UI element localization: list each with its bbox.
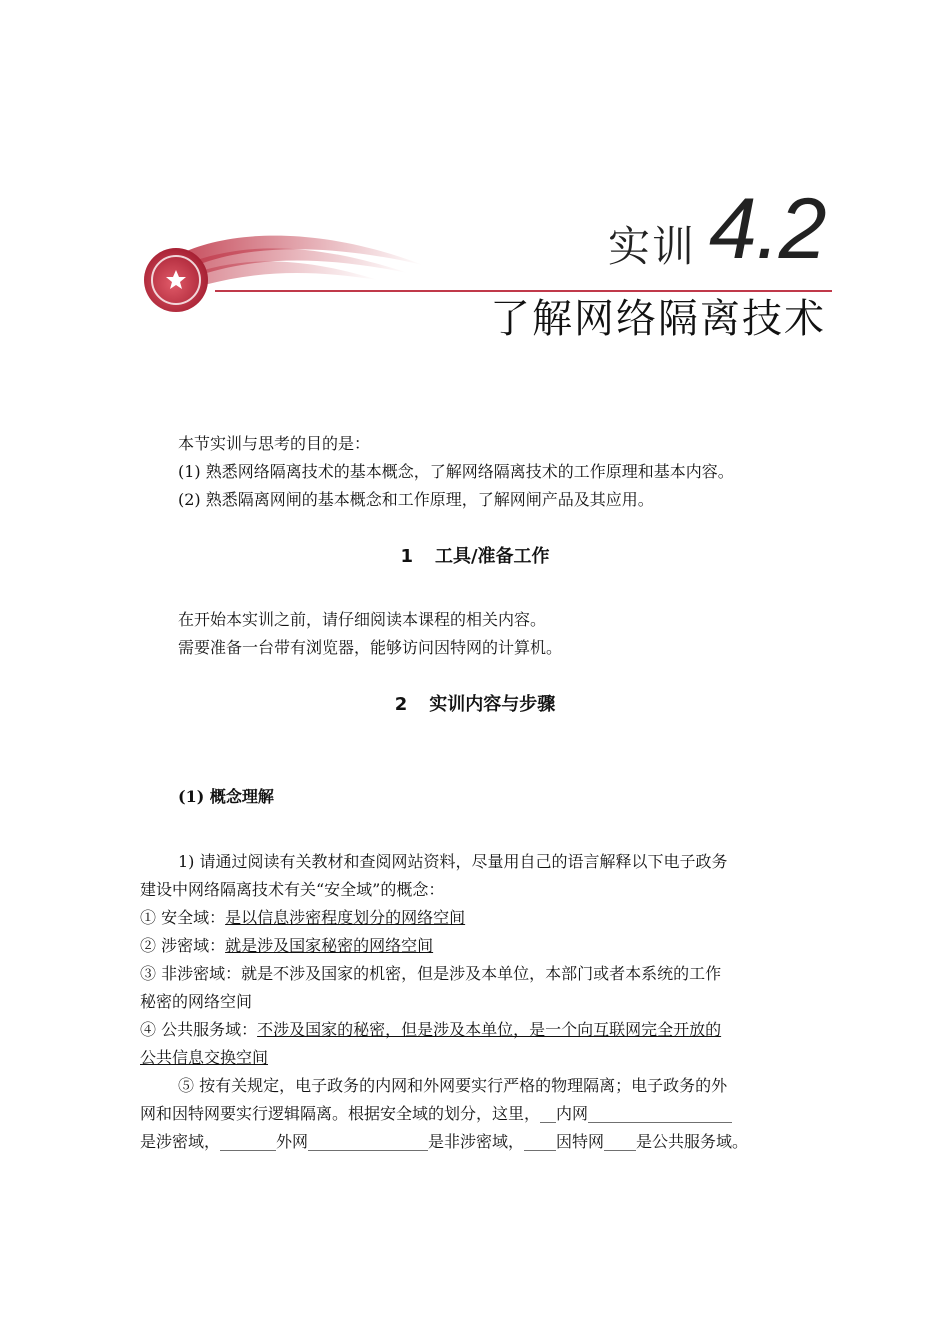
question-block xyxy=(140,848,852,1156)
question-line-1: 1) 请通过阅读有关教材和查阅网站资料，尽量用自己的语言解释以下电子政务 xyxy=(178,852,728,871)
answer-item-4-cont xyxy=(140,1044,852,1072)
chapter-label: 实训 xyxy=(608,222,697,271)
answer-item-2 xyxy=(140,932,852,960)
answer-text: 公共信息交换空间 xyxy=(140,1048,269,1067)
preparation-block xyxy=(178,606,878,662)
answer-item-5-line-2: 网和因特网要实行逻辑隔离。根据安全域的划分，这里，__内网__________________ xyxy=(140,1104,733,1123)
intro-block xyxy=(178,430,878,514)
section-title: 实训内容与步骤 xyxy=(429,694,556,715)
section-title: 工具/准备工作 xyxy=(434,546,550,567)
answer-item-3-line-2: 秘密的网络空间 xyxy=(140,992,253,1011)
answer-item-5-line-3: 是涉密域，_______外网_______________是非涉密域，____因特网____是公共服务域。 xyxy=(140,1132,749,1151)
section-number: 2 xyxy=(394,694,408,715)
chapter-header xyxy=(0,0,950,360)
section-heading-steps xyxy=(0,690,950,716)
comet-logo-icon xyxy=(138,225,428,315)
question-line-2: 建设中网络隔离技术有关“安全域”的概念： xyxy=(140,880,445,899)
header-divider xyxy=(215,290,832,292)
answer-item-1 xyxy=(140,904,852,932)
answer-text: 是以信息涉密程度划分的网络空间 xyxy=(225,908,466,927)
answer-item-3-line-1: ③ 非涉密域：就是不涉及国家的机密，但是涉及本单位，本部门或者本系统的工作 xyxy=(140,964,722,983)
section-heading-tools xyxy=(0,542,950,568)
answer-label: ② 涉密域： xyxy=(140,936,226,955)
section-number: 1 xyxy=(400,546,413,567)
prep-line-1: 在开始本实训之前，请仔细阅读本课程的相关内容。 xyxy=(178,610,547,629)
answer-item-5-line-1: ⑤ 按有关规定，电子政务的内网和外网要实行严格的物理隔离；电子政务的外 xyxy=(178,1076,728,1095)
intro-lead: 本节实训与思考的目的是： xyxy=(178,434,371,453)
answer-item-4 xyxy=(140,1016,852,1044)
answer-text: 就是涉及国家秘密的网络空间 xyxy=(225,936,434,955)
intro-item-1: (1) 熟悉网络隔离技术的基本概念，了解网络隔离技术的工作原理和基本内容。 xyxy=(178,462,734,481)
answer-label: ① 安全域： xyxy=(140,908,226,927)
answer-label: ④ 公共服务域： xyxy=(140,1020,258,1039)
intro-item-2: (2) 熟悉隔离网闸的基本概念和工作原理，了解网闸产品及其应用。 xyxy=(178,490,654,509)
chapter-title: 了解网络隔离技术 xyxy=(490,296,826,342)
prep-line-2: 需要准备一台带有浏览器，能够访问因特网的计算机。 xyxy=(178,638,563,657)
subheading-concepts: (1) 概念理解 xyxy=(178,787,274,806)
chapter-number: 4.2 xyxy=(709,181,826,277)
answer-text: 不涉及国家的秘密，但是涉及本单位，是一个向互联网完全开放的 xyxy=(257,1020,722,1039)
